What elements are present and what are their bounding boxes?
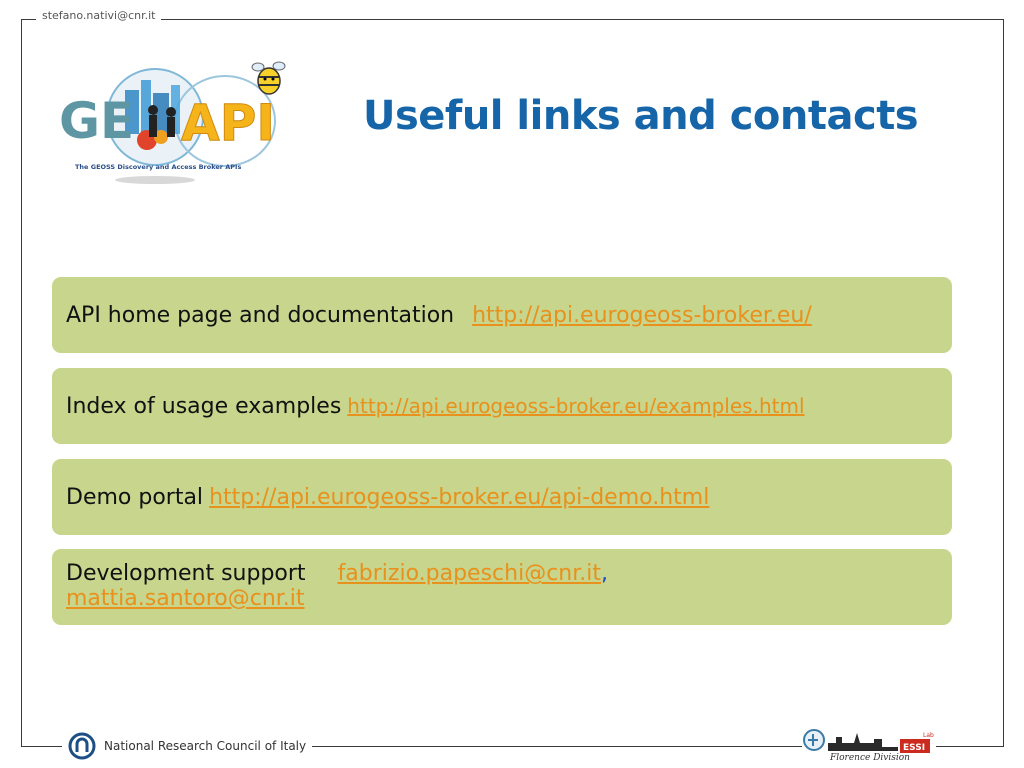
dev-support-separator: , (601, 561, 608, 587)
dev-support-label: Development support (66, 561, 306, 587)
examples-label: Index of usage examples (66, 393, 342, 419)
logo-ge-text: GE (59, 92, 135, 150)
demo-portal-link[interactable]: http://api.eurogeoss-broker.eu/api-demo.html (209, 484, 710, 510)
geo-api-logo (55, 55, 315, 190)
cnr-logo-icon (68, 732, 96, 760)
essi-badge-text: ESSI (903, 743, 926, 753)
link-box-demo-portal (52, 459, 952, 535)
essi-logo-text: Florence Division (830, 753, 910, 761)
logo-caption: The GEOSS Discovery and Access Broker APIs (75, 163, 242, 171)
footer-organization-text: National Research Council of Italy (104, 739, 307, 753)
dev-support-email-1[interactable]: fabrizio.papeschi@cnr.it (337, 561, 601, 587)
api-home-label: API home page and documentation (66, 302, 455, 328)
slide-title: Useful links and contacts (363, 93, 919, 139)
footer-organization (62, 732, 312, 760)
link-box-dev-support (52, 549, 952, 625)
essi-badge-sub: Lab (923, 732, 934, 739)
dev-support-email-2[interactable]: mattia.santoro@cnr.it (66, 586, 305, 611)
bee-icon (252, 62, 285, 94)
demo-portal-label: Demo portal (66, 484, 204, 510)
logo-api-text: API (181, 94, 275, 152)
geo-api-logo-graphic (55, 55, 315, 190)
api-home-link[interactable]: http://api.eurogeoss-broker.eu/ (472, 302, 812, 328)
essi-lab-logo (802, 725, 936, 761)
author-email: stefano.nativi@cnr.it (36, 9, 161, 22)
examples-link[interactable]: http://api.eurogeoss-broker.eu/examples.html (347, 394, 805, 418)
link-box-api-home (52, 277, 952, 353)
link-box-examples (52, 368, 952, 444)
